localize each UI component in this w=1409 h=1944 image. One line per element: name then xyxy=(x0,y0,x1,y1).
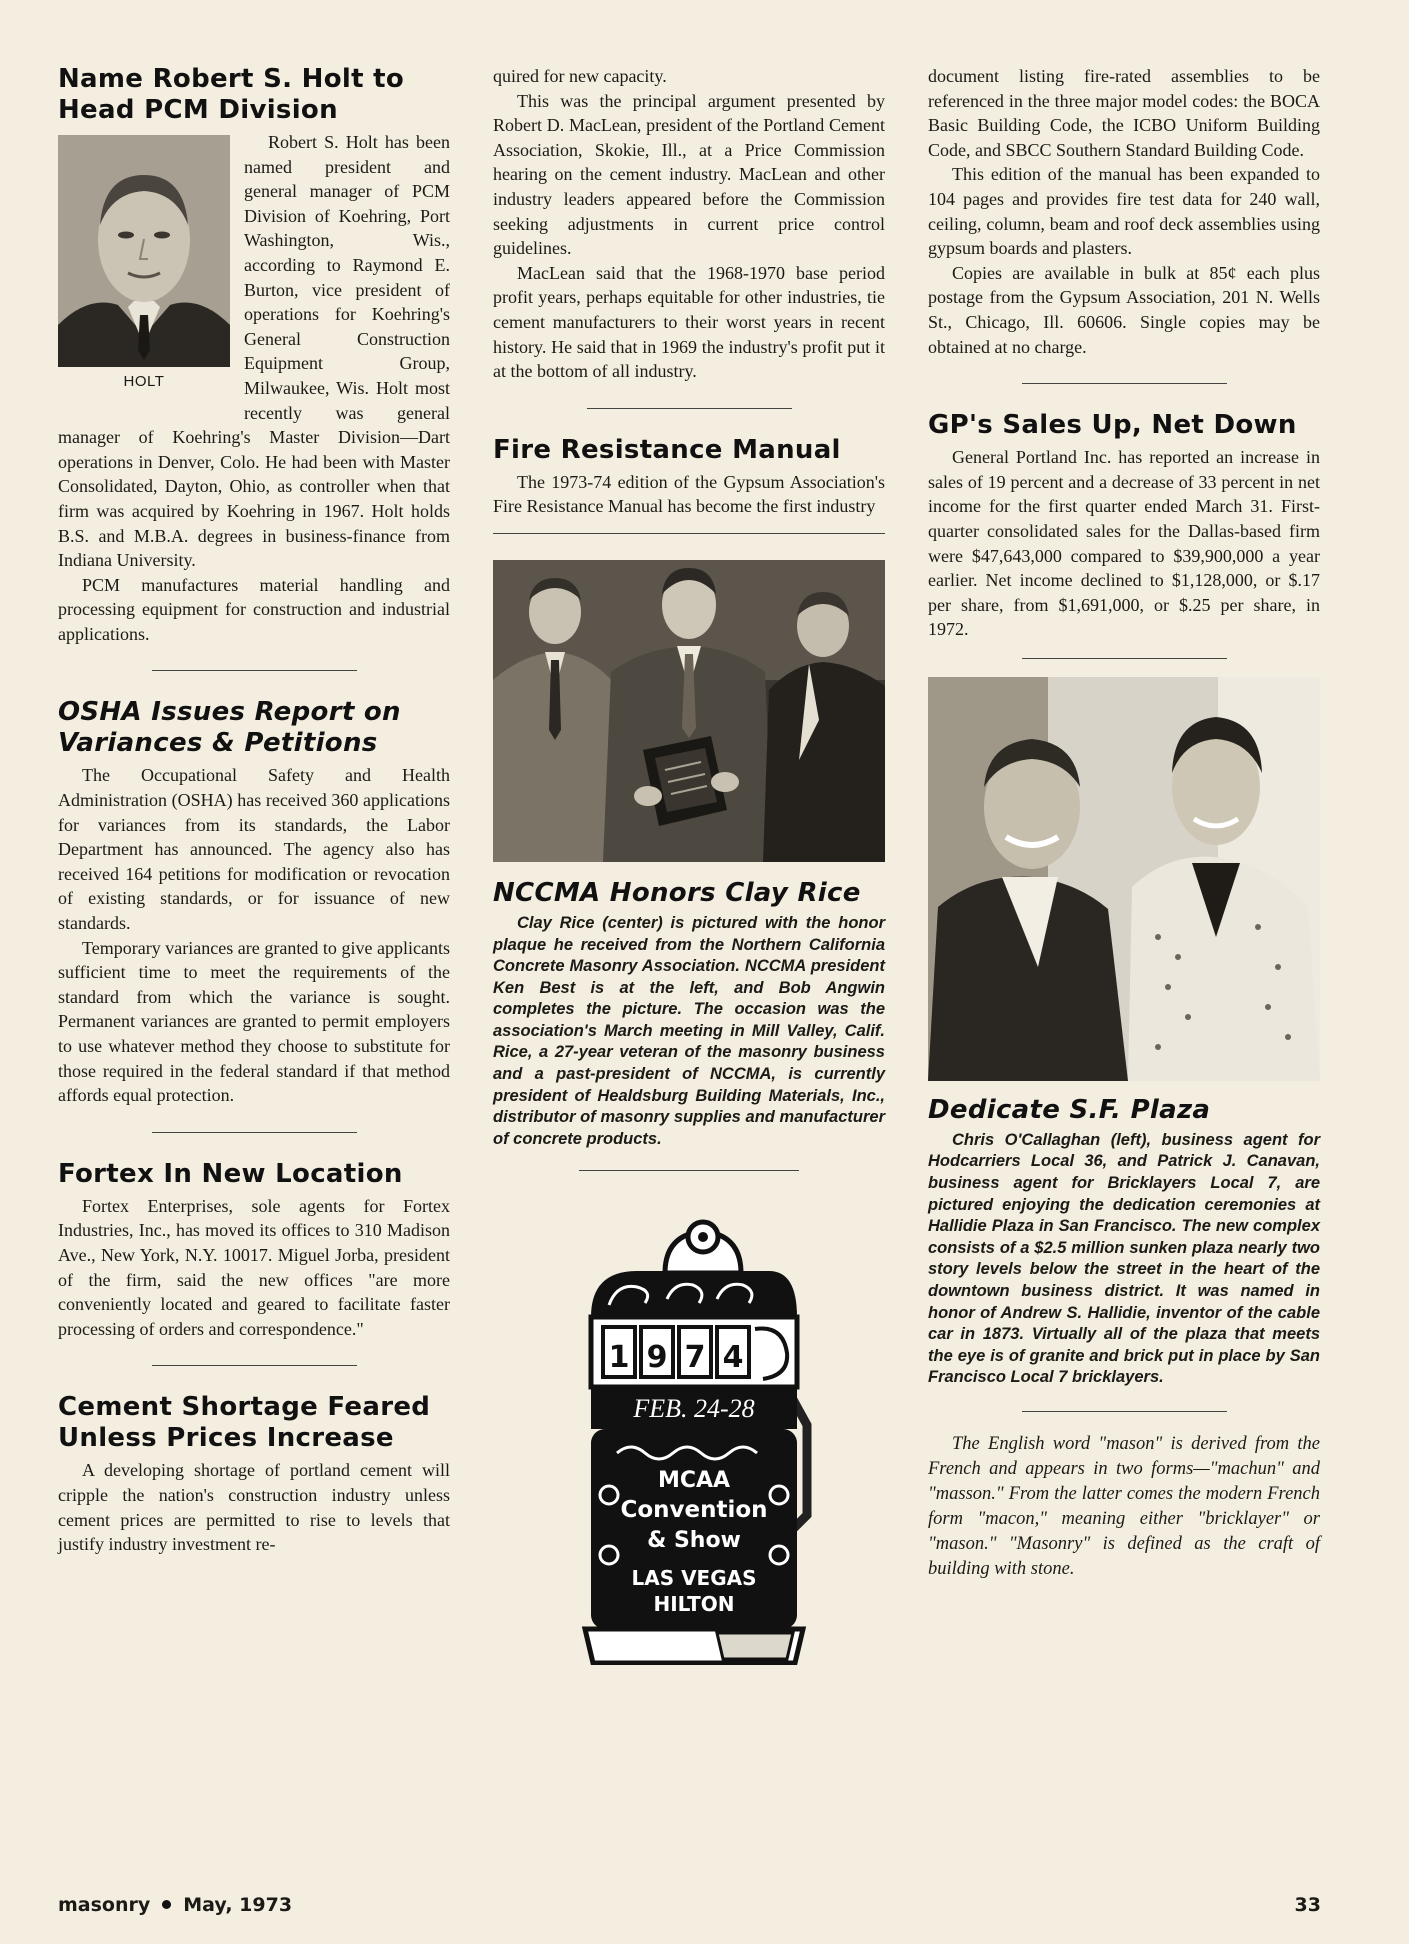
nccma-photo xyxy=(493,560,885,862)
column-1 xyxy=(58,64,450,1557)
fire-paragraph-1: The 1973-74 edition of the Gypsum Association's Fire Resistance Manual has become the first industry xyxy=(493,471,885,517)
mason-note: The English word "mason" is derived from the French and appears in two forms—"machun" and "masson." From the latter comes the modern French form "macon," meaning either "bricklayer" or "mason." "Masonry" is defined as the craft of building with stone. xyxy=(928,1434,1320,1579)
bullet-icon xyxy=(162,1900,171,1909)
gp-headline: GP's Sales Up, Net Down xyxy=(928,410,1297,441)
gp-paragraph-1: General Portland Inc. has reported an increase in sales of 19 percent and a decrease of 33 percent in net income for the first quarter ended March 31. First-quarter consolidated sales for the Dallas-based firm were $47,643,000 compared to $39,900,000 a year earlier. Net income declined to $1,128,000, or $.17 per share, from $1,691,000, or $.25 per share, in 1972. xyxy=(928,447,1320,640)
holt-paragraph-2: PCM manufactures material handling and processing equipment for construction and industrial applications. xyxy=(58,574,450,644)
ad-line-4: LAS VEGAS xyxy=(631,1566,757,1591)
fortex-paragraph-1: Fortex Enterprises, sole agents for Fortex Industries, Inc., has moved its offices to 310 Madison Ave., New York, N.Y. 10017. Miguel Jorba, president of the firm, said the new offices "are more conveniently located and geared to facilitate faster processing of orders and correspondence." xyxy=(58,1195,450,1339)
divider xyxy=(1022,383,1227,384)
publication-name: masonry xyxy=(58,1894,151,1916)
cement-paragraph-1: A developing shortage of portland cement will cripple the nation's construction industry unless cement prices are permitted to rise to levels that justify industry investment re- xyxy=(58,1460,450,1555)
holt-photo-label: HOLT xyxy=(123,373,165,390)
ad-line-5: HILTON xyxy=(653,1592,735,1617)
plaza-headline: Dedicate S.F. Plaza xyxy=(928,1094,1211,1125)
holt-paragraph-1: Robert S. Holt has been named president and general manager of PCM Division of Koehring, Port Washington, Wis., according to Raymond E. Burton, vice president of operations for Koehring's General Construction Equipment Group, Milwaukee, Wis. Holt most recently was general manager of Koehring's Master Division—Dart operations in Denver, Colo. He had been with Master Consolidated, Dayton, Ohio, as controller when that firm was acquired by Koehring in 1967. Holt holds B.S. and M.B.A. degrees in business-finance from Indiana University. xyxy=(58,132,450,571)
reel-3: 7 xyxy=(684,1340,706,1376)
holt-portrait xyxy=(58,135,230,397)
ad-line-2: Convention xyxy=(620,1497,768,1524)
cement-paragraph-3: MacLean said that the 1968-1970 base period profit years, perhaps equitable for other industries, tie cement manufacturers to their worst years in recent history. He said that in 1969 the industry's profit put it at the bottom of all industry. xyxy=(493,262,885,382)
fortex-headline: Fortex In New Location xyxy=(58,1158,403,1189)
reel-2: 9 xyxy=(646,1340,668,1376)
osha-headline: OSHA Issues Report on Variances & Petitions xyxy=(58,697,401,759)
nccma-caption: Clay Rice (center) is pictured with the honor plaque he received from the Northern California Concrete Masonry Association. NCCMA president Ken Best is at the left, and Bob Angwin completes the picture. The occasion was the association's March meeting in Mill Valley, Calif. Rice, a 27-year veteran of the masonry business and a past-president of NCCMA, is currently president of Healdsburg Building Materials, Inc., distributor of masonry supplies and manufacturer of concrete products. xyxy=(493,913,885,1148)
ad-dates: FEB. 24-28 xyxy=(633,1394,755,1424)
holt-headline: Name Robert S. Holt to Head PCM Division xyxy=(58,64,405,125)
plaza-caption: Chris O'Callaghan (left), business agent for Hodcarriers Local 36, and Patrick J. Canavan, business agent for Bricklayers Local 7, are pictured enjoying the dedication ceremonies at Hallidie Plaza in San Francisco. The new complex consists of a $2.5 million sunken plaza nearly two story levels below the street in the heart of the downtown business district. It was named in honor of Andrew S. Hallidie, inventor of the cable car in 1873. Virtually all of the plaza that meets the eye is of granite and brick put in place by San Francisco Local 7 bricklayers. xyxy=(928,1130,1320,1387)
cement-headline: Cement Shortage Feared Unless Prices Increase xyxy=(58,1392,431,1454)
fire-paragraph-3: Copies are available in bulk at 85¢ each plus postage from the Gypsum Association, 201 N. Wells St., Chicago, Ill. 60606. Single copies may be obtained at no charge. xyxy=(928,262,1320,357)
ad-line-1: MCAA xyxy=(657,1468,731,1494)
fire-paragraph-2: This edition of the manual has been expanded to 104 pages and provides fire test data for 240 wall, ceiling, column, beam and roof deck assemblies using gypsum boards and plasters. xyxy=(928,164,1320,259)
divider xyxy=(152,1365,357,1366)
issue-date: May, 1973 xyxy=(183,1894,293,1916)
divider xyxy=(579,1170,799,1171)
divider xyxy=(587,408,792,409)
cement-continued: quired for new capacity. xyxy=(493,66,667,86)
column-3 xyxy=(928,64,1320,1582)
divider xyxy=(1022,1411,1227,1412)
reel-4: 4 xyxy=(722,1340,744,1376)
reel-1: 1 xyxy=(608,1340,630,1376)
holt-photo xyxy=(58,135,230,367)
fire-continued: document listing fire-rated assemblies to be referenced in the three major model codes: the BOCA Basic Building Code, the ICBO Uniform Building Code, and SBCC Southern Standard Building Code. xyxy=(928,66,1320,160)
osha-paragraph-1: The Occupational Safety and Health Administration (OSHA) has received 360 applications for variances from its standards, the Labor Department has announced. The agency also has received 164 petitions for modification or revocation of existing standards, or for issuance of new standards. xyxy=(58,765,450,934)
mcaa-convention-ad xyxy=(557,1195,885,1665)
ad-line-3: & Show xyxy=(647,1528,741,1554)
divider xyxy=(493,533,885,534)
page-footer xyxy=(58,1894,1321,1916)
cement-paragraph-2: This was the principal argument presented by Robert D. MacLean, president of the Portland Cement Association, Skokie, Ill., at a Price Commission hearing on the cement industry. MacLean and other industry leaders appeared before the Commission seeking adjustments in current price control guidelines. xyxy=(493,90,885,259)
osha-paragraph-2: Temporary variances are granted to give applicants sufficient time to meet the requirements of the standard from which the variance is sought. Permanent variances are granted to permit employers to use whatever method they choose to substitute for those required in the federal standard if that method affords equal protection. xyxy=(58,937,450,1106)
plaza-photo xyxy=(928,677,1320,1081)
page-number: 33 xyxy=(1294,1894,1321,1916)
nccma-headline: NCCMA Honors Clay Rice xyxy=(493,877,861,908)
fire-headline: Fire Resistance Manual xyxy=(493,434,841,465)
divider xyxy=(152,670,357,671)
column-2 xyxy=(493,64,885,1665)
divider xyxy=(1022,658,1227,659)
divider xyxy=(152,1132,357,1133)
